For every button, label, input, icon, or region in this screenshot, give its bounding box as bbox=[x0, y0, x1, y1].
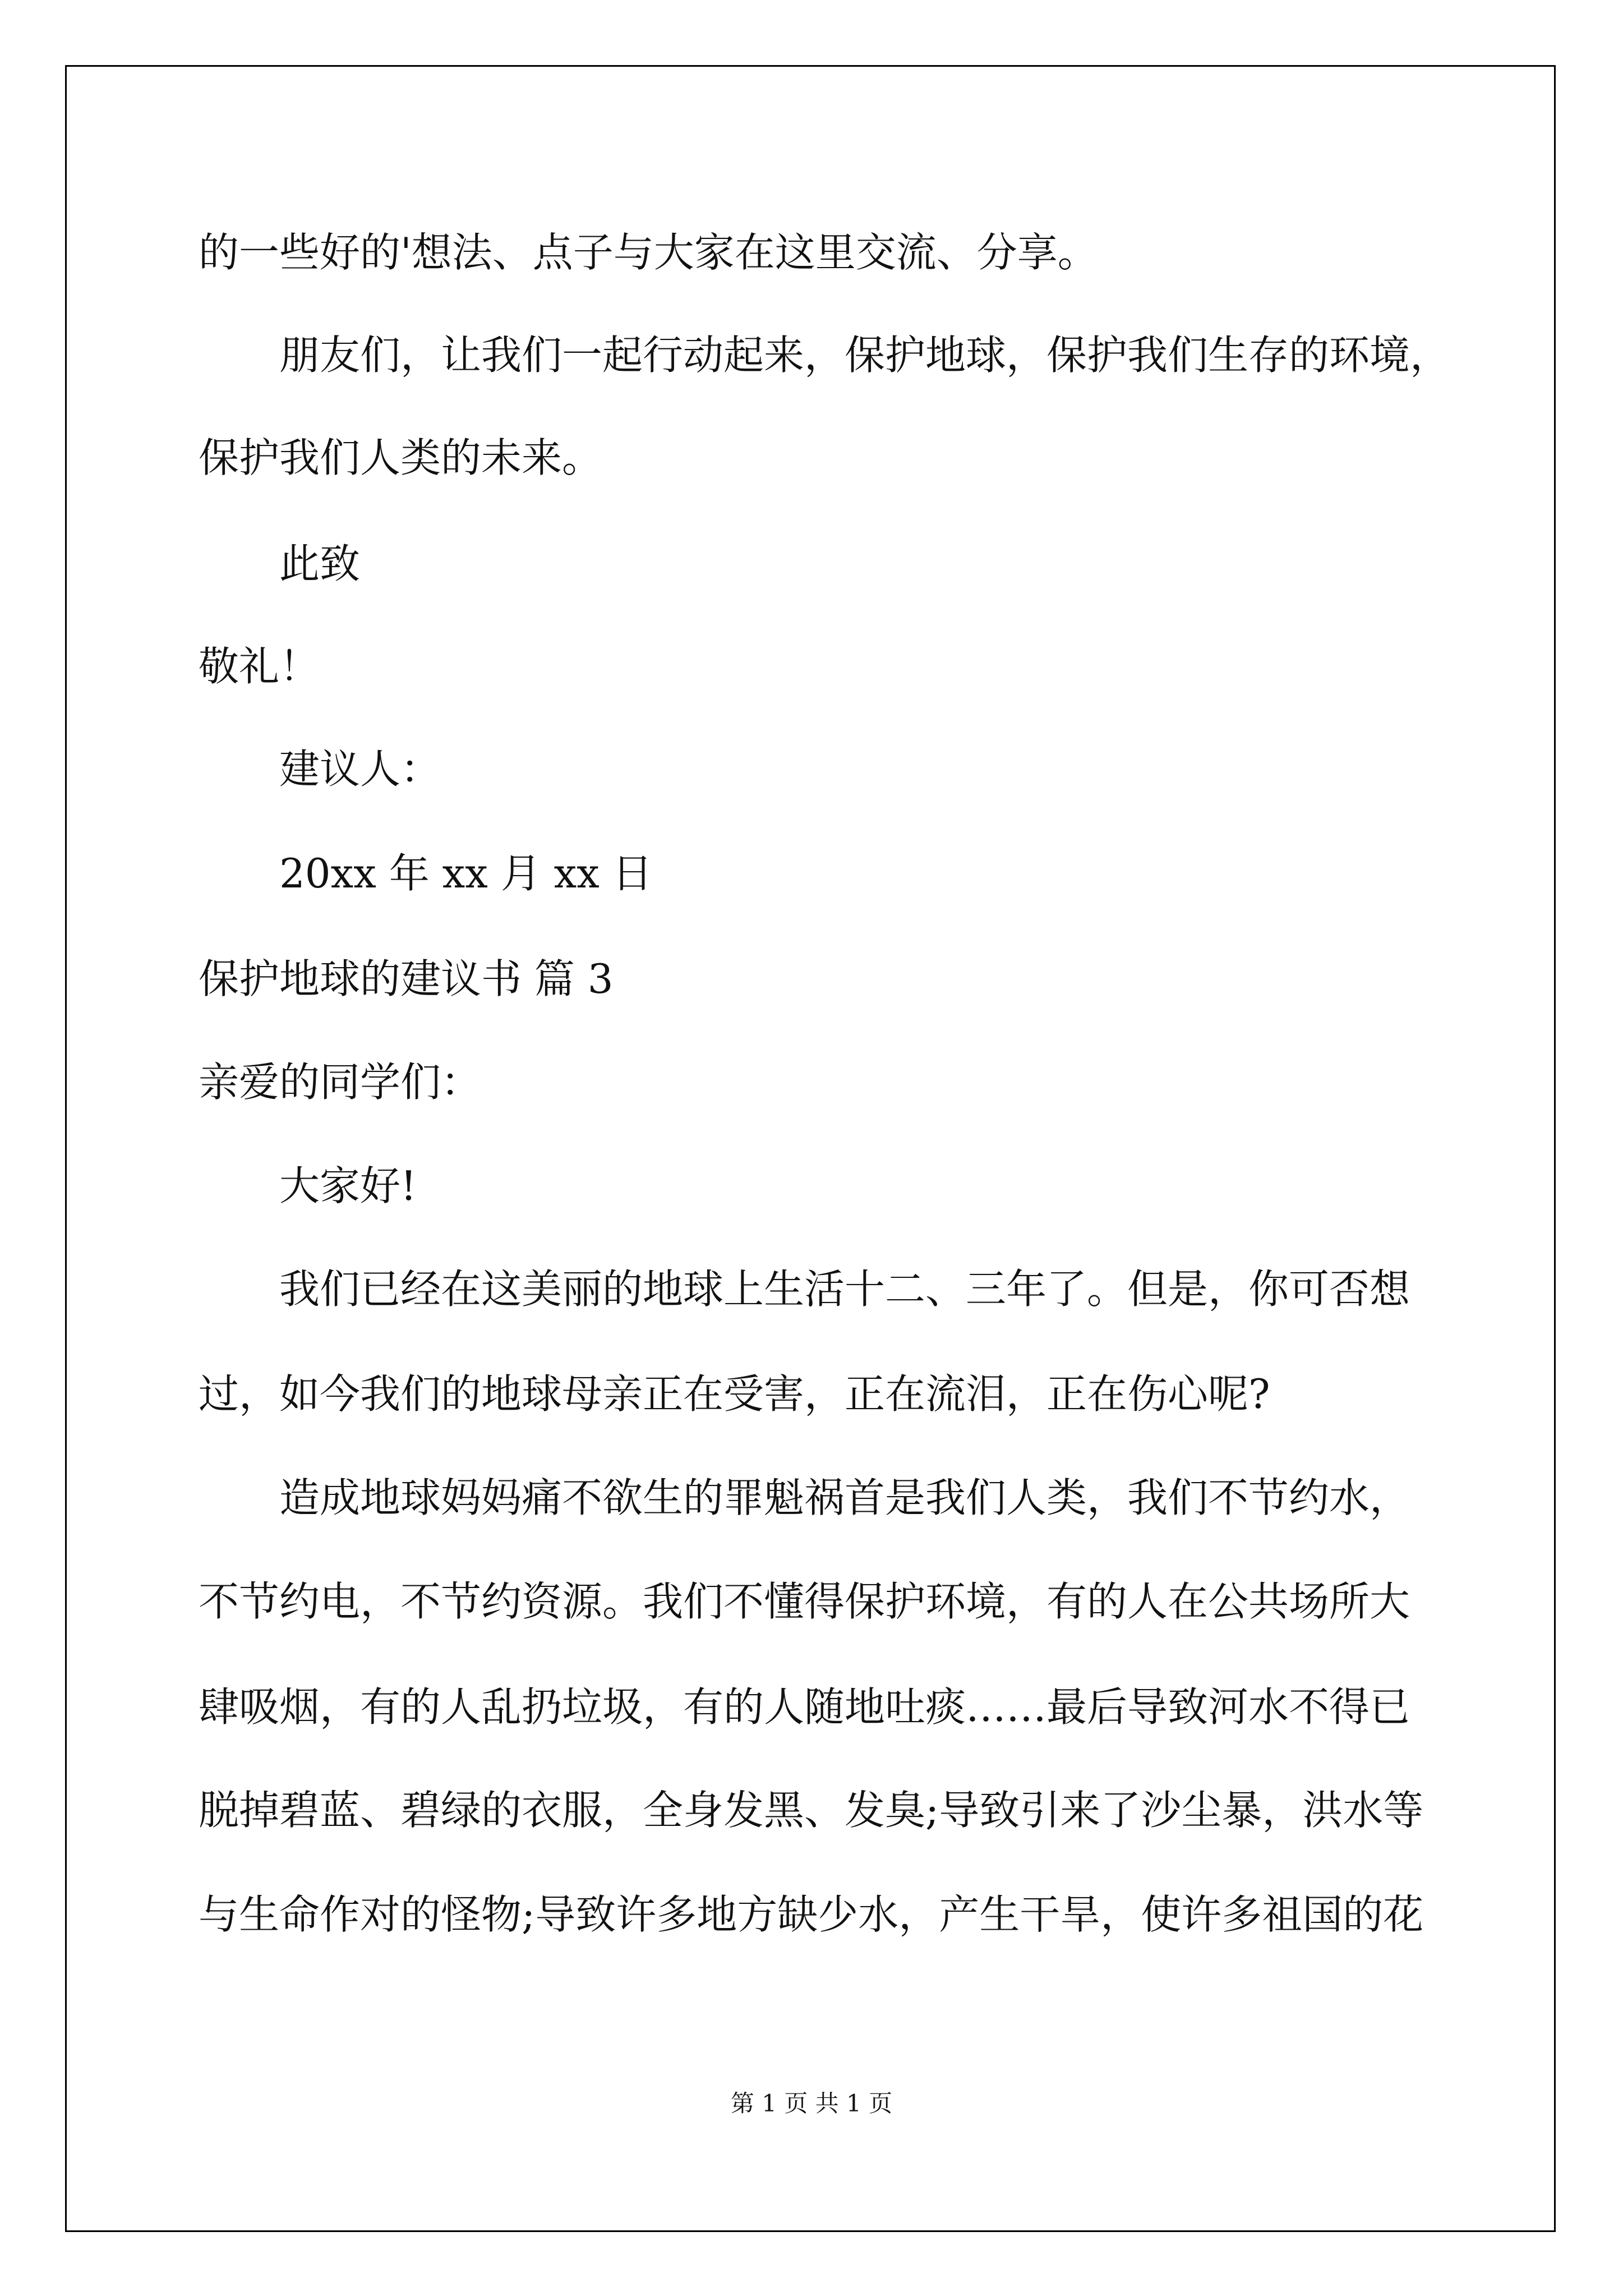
closing-jingli: 敬礼！ bbox=[199, 643, 320, 690]
signature-label: 建议人： bbox=[279, 746, 441, 793]
page-footer bbox=[0, 2090, 1623, 2118]
body-line-16: 脱掉碧蓝、碧绿的衣服，全身发黑、发臭;导致引来了沙尘暴，洪水等 bbox=[199, 1787, 1424, 1834]
body-line-14: 不节约电，不节约资源。我们不懂得保护环境，有的人在公共场所大 bbox=[199, 1578, 1410, 1625]
body-line-12: 过，如今我们的地球母亲正在受害，正在流泪，正在伤心呢? bbox=[199, 1370, 1270, 1418]
closing-cizhi: 此致 bbox=[279, 540, 361, 587]
section-title: 保护地球的建议书 篇 3 bbox=[199, 955, 614, 1002]
body-line-3: 保护我们人类的未来。 bbox=[199, 434, 603, 481]
body-line-17: 与生命作对的怪物;导致许多地方缺少水，产生干旱，使许多祖国的花 bbox=[199, 1891, 1424, 1938]
page-number: 第 1 页 共 1 页 bbox=[730, 2090, 893, 2117]
body-line-11: 我们已经在这美丽的地球上生活十二、三年了。但是，你可否想 bbox=[279, 1266, 1410, 1313]
body-line-2: 朋友们，让我们一起行动起来，保护地球，保护我们生存的环境， bbox=[279, 332, 1451, 379]
body-line-13: 造成地球妈妈痛不欲生的罪魁祸首是我们人类，我们不节约水， bbox=[279, 1474, 1410, 1521]
greeting: 大家好! bbox=[279, 1162, 417, 1209]
salutation: 亲爱的同学们： bbox=[199, 1059, 482, 1106]
date-line: 20xx 年 xx 月 xx 日 bbox=[279, 850, 653, 897]
body-line-15: 肆吸烟，有的人乱扔垃圾，有的人随地吐痰……最后导致河水不得已 bbox=[199, 1683, 1410, 1731]
body-line-1: 的一些好的'想法、点子与大家在这里交流、分享。 bbox=[199, 229, 1098, 276]
